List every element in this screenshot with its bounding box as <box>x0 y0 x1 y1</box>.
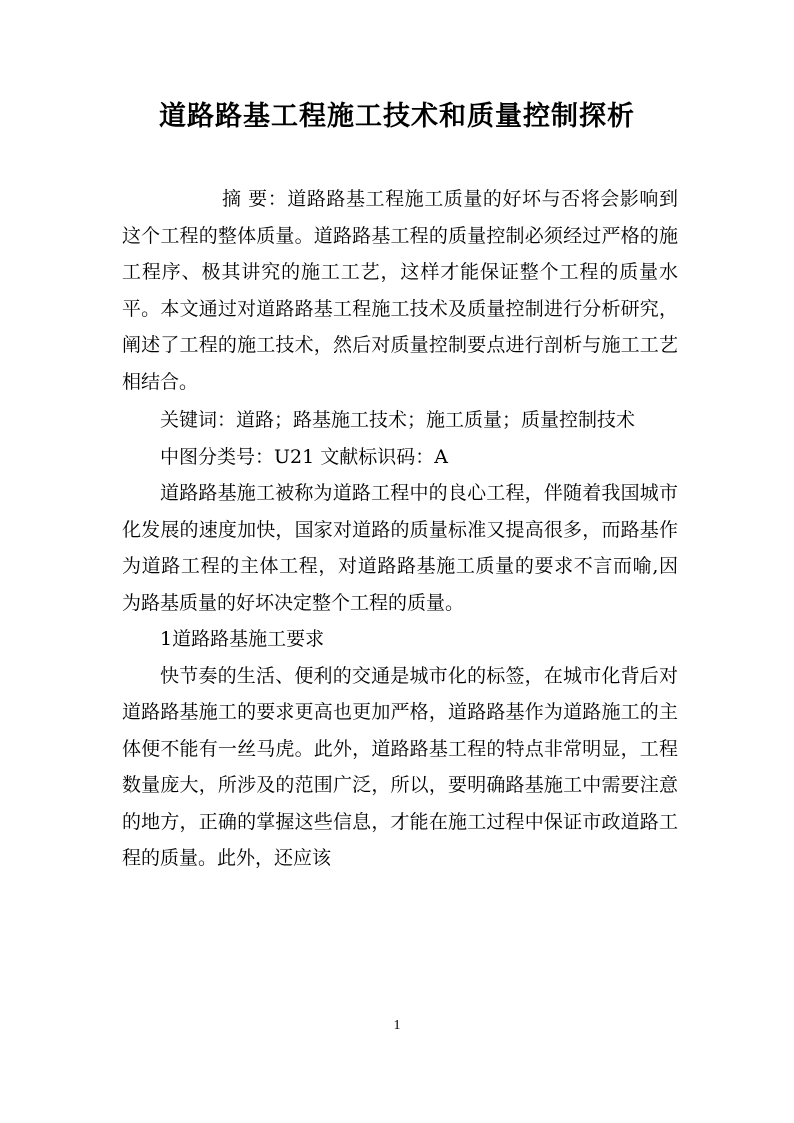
page-number: 1 <box>393 1018 401 1033</box>
keywords-text: 道路；路基施工技术；施工质量；质量控制技术 <box>236 409 636 431</box>
abstract-label: 摘 要： <box>222 188 288 210</box>
section-heading: 1道路路基施工要求 <box>160 628 325 650</box>
document-title: 道路路基工程施工技术和质量控制探析 <box>159 101 635 132</box>
keywords-paragraph <box>122 402 678 439</box>
keywords-label: 关键词： <box>160 409 237 431</box>
abstract-paragraph <box>122 181 678 400</box>
classification-line: 中图分类号：U21 文献标识码：A <box>160 445 448 468</box>
intro-paragraph: 道路路基施工被称为道路工程中的良心工程，伴随着我国城市化发展的速度加快，国家对道路的质量标准又提高很多，而路基作为道路工程的主体工程，对道路路基施工质量的要求不言而喻,因为路基质量的好坏决定整个工程的质量。 <box>122 482 678 614</box>
document-body <box>122 181 678 877</box>
abstract-text: 道路路基工程施工质量的好坏与否将会影响到这个工程的整体质量。道路路基工程的质量控制必须经过严格的施工程序、极其讲究的施工工艺，这样才能保证整个工程的质量水平。本文通过对道路路基工程施工技术及质量控制进行分析研究，阐述了工程的施工技术，然后对质量控制要点进行剖析与施工工艺相结合。 <box>122 188 678 393</box>
section-paragraph: 快节奏的生活、便利的交通是城市化的标签，在城市化背后对道路路基施工的要求更高也更加严格，道路路基作为道路施工的主体便不能有一丝马虎。此外，道路路基工程的特点非常明显，工程数量庞大，所涉及的范围广泛，所以，要明确路基施工中需要注意的地方，正确的掌握这些信息，才能在施工过程中保证市政道路工程的质量。此外，还应该 <box>122 664 678 869</box>
